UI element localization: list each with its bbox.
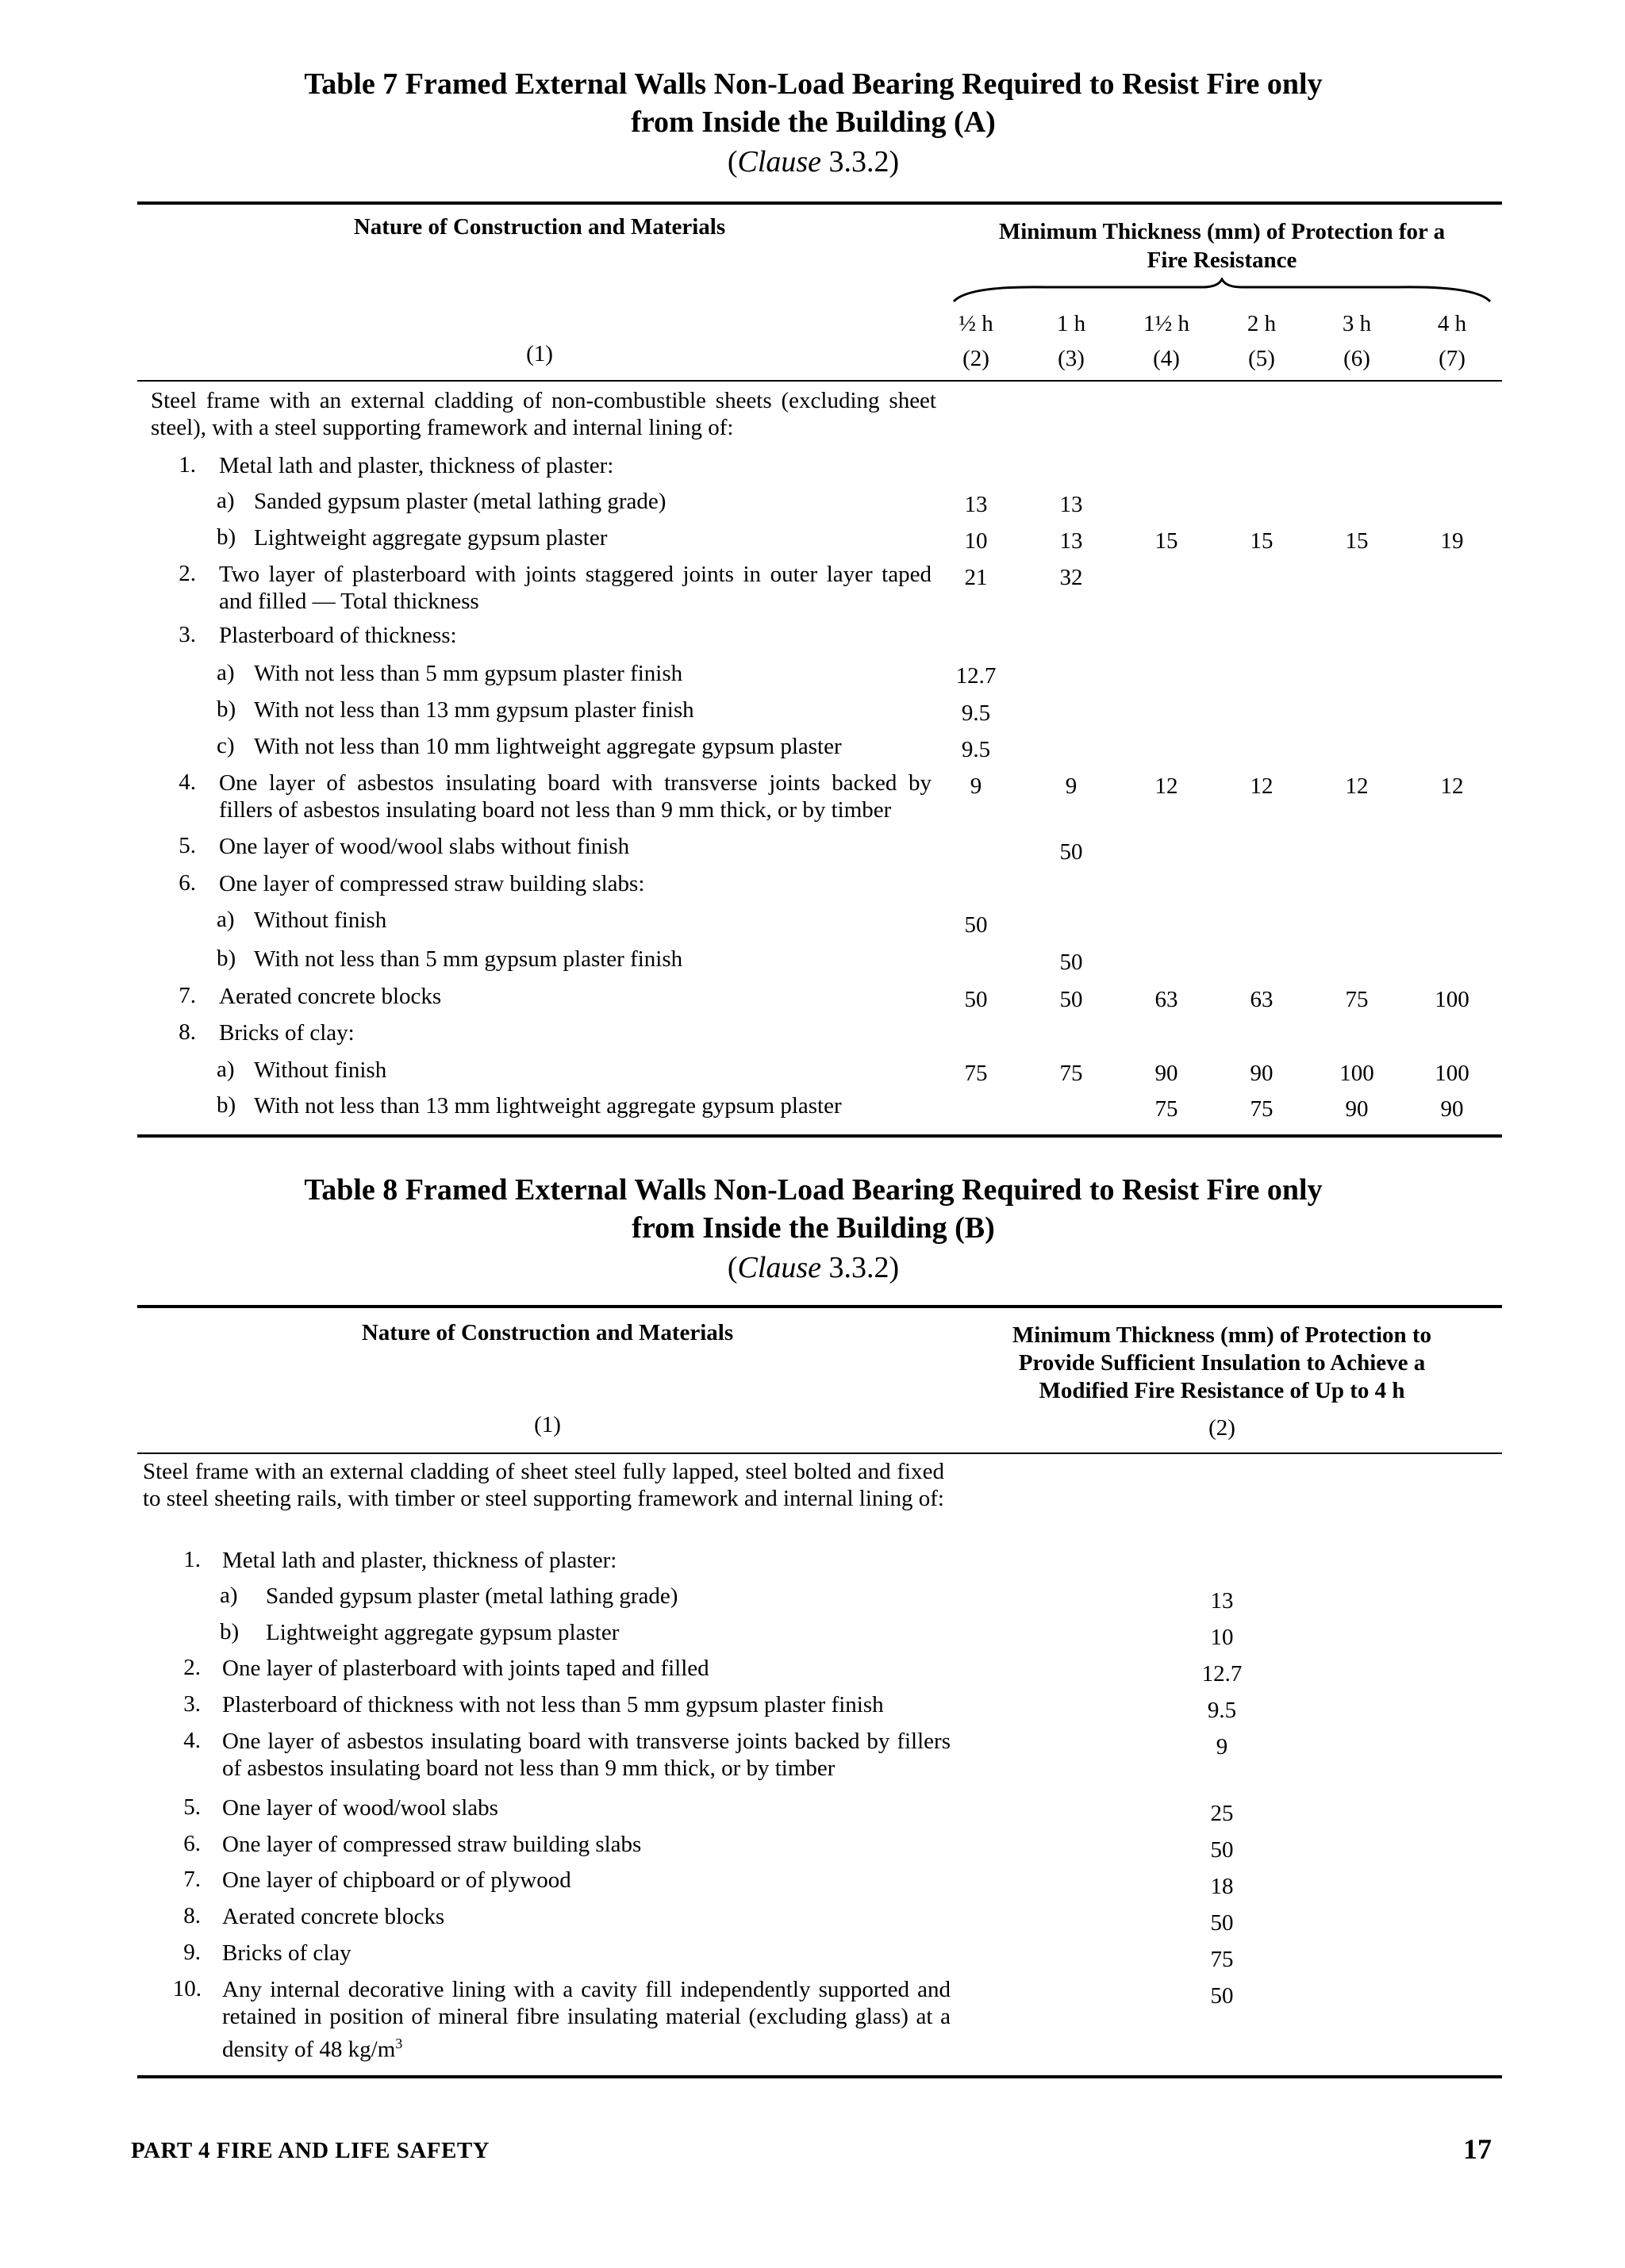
table7-duration-2: 2 h — [1247, 311, 1277, 336]
row-label: Lightweight aggregate gypsum plaster — [254, 525, 608, 551]
table8-cell: 50 — [1210, 1837, 1234, 1863]
table7-cell: 75 — [1154, 1096, 1178, 1122]
table7-colnum-2: (2) — [962, 346, 989, 371]
table7-cell: 90 — [1440, 1096, 1464, 1122]
row-number: 7. — [183, 1867, 201, 1892]
row-label: One layer of compressed straw building slabs: — [219, 871, 645, 896]
row-number: 5. — [183, 1794, 201, 1820]
row-label: With not less than 10 mm lightweight aggregate gypsum plaster — [254, 734, 842, 759]
table8-cell: 18 — [1210, 1874, 1234, 1899]
table7-cell: 50 — [964, 912, 988, 938]
row-number: a) — [217, 660, 235, 685]
row-number: 10. — [172, 1976, 202, 2001]
table8-cell: 75 — [1210, 1947, 1234, 1972]
table7-duration-3: 3 h — [1342, 311, 1372, 336]
table7-cell: 100 — [1339, 1061, 1374, 1086]
superscript: 3 — [395, 2036, 403, 2051]
table7-duration-1-5: 1½ h — [1143, 311, 1189, 336]
row-label: One layer of chipboard or of plywood — [222, 1867, 571, 1893]
table8-col2-header-line2: Provide Sufficient Insulation to Achieve a — [1018, 1350, 1426, 1376]
row-label: One layer of asbestos insulating board with transverse joints backed by fillers of asbestos insulating board not less than 9 mm thick, or by timber — [219, 770, 932, 823]
row-number: 8. — [183, 1903, 201, 1928]
row-number: 4. — [183, 1728, 201, 1753]
table7-duration-4: 4 h — [1437, 311, 1467, 336]
row-label: Sanded gypsum plaster (metal lathing grade) — [254, 489, 667, 514]
table8-cell: 9.5 — [1207, 1698, 1237, 1723]
page-number: 17 — [1463, 2133, 1492, 2165]
row-label: Without finish — [254, 1057, 387, 1083]
row-number: b) — [217, 1092, 236, 1118]
clause-word: Clause — [737, 145, 822, 178]
row-label: Aerated concrete blocks — [219, 984, 442, 1009]
table7-cell: 13 — [1059, 492, 1083, 517]
clause-number: 3.3.2 — [828, 145, 889, 178]
row-number: 7. — [179, 983, 196, 1008]
table7-col1-header: Nature of Construction and Materials — [353, 214, 726, 240]
table8-clause: (Clause 3.3.2) — [727, 1251, 900, 1284]
table7-cell: 12 — [1250, 773, 1273, 799]
table7-bottom-rule — [137, 1134, 1502, 1138]
row-label: Without finish — [254, 908, 387, 933]
table7-cell: 75 — [1250, 1096, 1273, 1122]
table7-colnum-6: (6) — [1343, 346, 1370, 371]
row-number: c) — [217, 733, 235, 758]
table7-cell: 63 — [1250, 987, 1273, 1012]
row-number: 5. — [179, 833, 196, 858]
table7-cell: 100 — [1435, 1061, 1469, 1086]
table7-title-line2: from Inside the Building (A) — [631, 106, 996, 139]
table7-colnum-4: (4) — [1153, 346, 1180, 371]
table8-col1-header: Nature of Construction and Materials — [361, 1320, 734, 1345]
row-number: 2. — [179, 561, 196, 586]
table7-cell: 13 — [964, 492, 988, 517]
table7-cell: 100 — [1435, 987, 1469, 1012]
table7-cell: 9 — [970, 773, 982, 799]
table8-title-line1: Table 8 Framed External Walls Non-Load Bearing Required to Resist Fire only — [304, 1173, 1323, 1207]
row-number: 2. — [183, 1655, 201, 1680]
row-number: 6. — [179, 870, 196, 896]
row-label: Metal lath and plaster, thickness of plaster: — [219, 453, 614, 478]
table8-bottom-rule — [137, 2075, 1502, 2078]
table7-cell: 12.7 — [955, 663, 997, 689]
table8-col2-header-line3: Modified Fire Resistance of Up to 4 h — [1039, 1378, 1405, 1403]
table8-cell: 13 — [1210, 1588, 1234, 1614]
table8-header-rule — [137, 1453, 1502, 1454]
table7-colnum-5: (5) — [1248, 346, 1275, 371]
table8-cell: 9 — [1216, 1734, 1228, 1760]
row-label: One layer of plasterboard with joints taped and filled — [222, 1656, 709, 1681]
row-number: 1. — [179, 452, 196, 478]
row-label: With not less than 5 mm gypsum plaster finish — [254, 661, 683, 686]
row-number: 8. — [179, 1019, 196, 1045]
table8-colnum-1: (1) — [534, 1412, 561, 1437]
row-label-text: Any internal decorative lining with a cavity fill independently supported and retained in position of mineral fibre insulating material (excluding glass) at a density of 48 kg/m — [222, 1977, 951, 2063]
table7-cell: 15 — [1154, 528, 1178, 554]
row-label: Bricks of clay: — [219, 1020, 355, 1046]
table8-cell: 50 — [1210, 1983, 1234, 2009]
table7-cell: 90 — [1250, 1061, 1273, 1086]
table8-top-rule — [137, 1305, 1502, 1308]
table8-col2-header-line1: Minimum Thickness (mm) of Protection to — [1012, 1322, 1432, 1348]
row-label — [222, 1976, 951, 2063]
row-number: b) — [217, 946, 236, 971]
row-label: Metal lath and plaster, thickness of plaster: — [222, 1548, 617, 1573]
table8-cell: 10 — [1210, 1625, 1234, 1650]
row-label: One layer of compressed straw building slabs — [222, 1832, 642, 1857]
table7-group-header-line1: Minimum Thickness (mm) of Protection for a — [998, 219, 1446, 244]
table8-colnum-2: (2) — [1208, 1415, 1235, 1441]
table7-cell: 32 — [1059, 565, 1083, 590]
row-number: 6. — [183, 1831, 201, 1856]
table7-title-line1: Table 7 Framed External Walls Non-Load Bearing Required to Resist Fire only — [304, 67, 1323, 101]
row-label: Plasterboard of thickness with not less than 5 mm gypsum plaster finish — [222, 1692, 884, 1717]
clause-word: Clause — [737, 1251, 822, 1284]
row-number: b) — [220, 1619, 240, 1644]
row-label: Sanded gypsum plaster (metal lathing grade) — [266, 1583, 678, 1609]
row-number: 3. — [179, 622, 196, 647]
row-label: Plasterboard of thickness: — [219, 623, 457, 648]
row-label: With not less than 13 mm gypsum plaster finish — [254, 697, 694, 723]
row-number: 4. — [179, 769, 196, 795]
row-number: a) — [217, 1057, 235, 1082]
row-number: 1. — [183, 1547, 201, 1572]
table7-cell: 12 — [1345, 773, 1369, 799]
row-number: a) — [220, 1583, 238, 1608]
table7-cell: 75 — [964, 1061, 988, 1086]
table7-cell: 13 — [1059, 528, 1083, 554]
table7-cell: 50 — [1059, 839, 1083, 865]
table7-cell: 10 — [964, 528, 988, 554]
table7-cell: 19 — [1440, 528, 1464, 554]
table8-title-line2: from Inside the Building (B) — [632, 1211, 995, 1245]
table7-cell: 63 — [1154, 987, 1178, 1012]
table7-colnum-7: (7) — [1439, 346, 1466, 371]
table7-clause: (Clause 3.3.2) — [727, 145, 900, 178]
table7-cell: 21 — [964, 565, 988, 590]
row-number: b) — [217, 697, 236, 722]
table7-colnum-3: (3) — [1058, 346, 1085, 371]
table7-duration-half: ½ h — [958, 311, 993, 336]
row-label: Lightweight aggregate gypsum plaster — [266, 1620, 620, 1645]
table7-cell: 12 — [1154, 773, 1178, 799]
table7-cell: 90 — [1154, 1061, 1178, 1086]
row-number: 3. — [183, 1691, 201, 1717]
table7-cell: 50 — [1059, 950, 1083, 975]
row-label: With not less than 13 mm lightweight aggregate gypsum plaster — [254, 1093, 842, 1119]
table8-cell: 50 — [1210, 1910, 1234, 1936]
table7-colnum-1: (1) — [526, 341, 553, 366]
row-label: Aerated concrete blocks — [222, 1904, 445, 1929]
row-label: One layer of wood/wool slabs — [222, 1795, 498, 1821]
row-label: One layer of wood/wool slabs without finish — [219, 834, 630, 859]
row-number: a) — [217, 488, 235, 513]
table8-cell: 25 — [1210, 1801, 1234, 1826]
table7-cell: 9.5 — [961, 700, 991, 726]
clause-number: 3.3.2 — [828, 1251, 889, 1284]
table7-cell: 9.5 — [961, 737, 991, 762]
table7-group-header-line2: Fire Resistance — [1147, 248, 1297, 273]
row-label: Two layer of plasterboard with joints staggered joints in outer layer taped and filled — Total thickness — [219, 562, 932, 614]
footer-section: PART 4 FIRE AND LIFE SAFETY — [131, 2138, 490, 2163]
table8-intro: Steel frame with an external cladding of sheet steel fully lapped, steel bolted and fixed to steel sheeting rails, with timber or steel supporting framework and internal lining of: — [143, 1459, 944, 1511]
row-number: b) — [217, 524, 236, 550]
table7-cell: 15 — [1345, 528, 1369, 554]
table7-cell: 15 — [1250, 528, 1273, 554]
row-number: 9. — [183, 1940, 201, 1965]
table8-cell: 12.7 — [1201, 1661, 1243, 1687]
table7-cell: 90 — [1345, 1096, 1369, 1122]
row-label: One layer of asbestos insulating board with transverse joints backed by fillers of asbestos insulating board not less than 9 mm thick, or by timber — [222, 1729, 951, 1781]
table7-header-rule — [137, 380, 1502, 382]
table7-cell: 50 — [1059, 987, 1083, 1012]
table7-header-brace — [952, 278, 1492, 306]
row-label: Bricks of clay — [222, 1940, 352, 1966]
table7-cell: 12 — [1440, 773, 1464, 799]
table7-cell: 75 — [1059, 1061, 1083, 1086]
table7-cell: 50 — [964, 987, 988, 1012]
row-number: a) — [217, 907, 235, 932]
table7-cell: 75 — [1345, 987, 1369, 1012]
table7-cell: 9 — [1065, 773, 1078, 799]
row-label: With not less than 5 mm gypsum plaster finish — [254, 946, 683, 972]
table7-intro: Steel frame with an external cladding of non-combustible sheets (excluding sheet steel), with a steel supporting framework and internal lining of: — [151, 388, 936, 440]
table7-duration-1: 1 h — [1056, 311, 1086, 336]
table7-top-rule — [137, 201, 1502, 205]
